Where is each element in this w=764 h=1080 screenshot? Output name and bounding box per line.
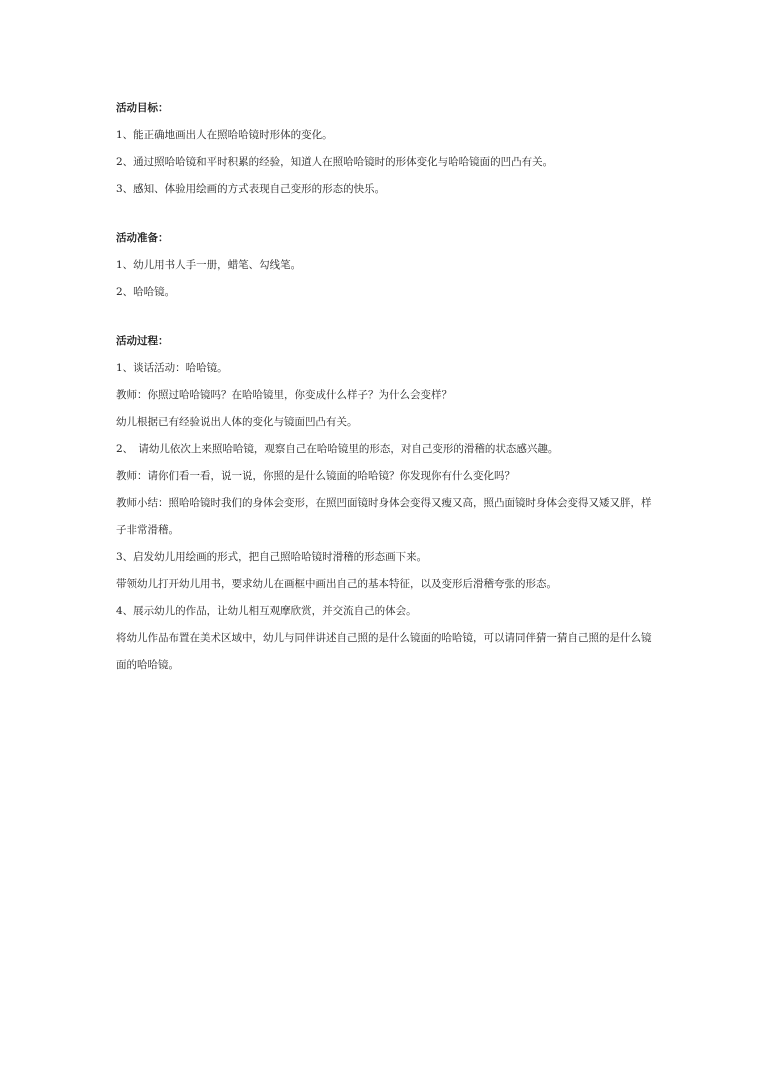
paragraph: 将幼儿作品布置在美术区域中，幼儿与同伴讲述自己照的是什么镜面的哈哈镜，可以请同伴猜一猜自己照的是什么镜面的哈哈镜。 bbox=[116, 632, 652, 671]
paragraph: 教师小结：照哈哈镜时我们的身体会变形，在照凹面镜时身体会变得又瘦又高，照凸面镜时身体会变得又矮又胖，样子非常滑稽。 bbox=[116, 497, 652, 536]
paragraph: 1、能正确地画出人在照哈哈镜时形体的变化。 bbox=[116, 129, 333, 141]
paragraph: 2、哈哈镜。 bbox=[116, 286, 176, 298]
paragraph: 3、感知、体验用绘画的方式表现自己变形的形态的快乐。 bbox=[116, 183, 386, 195]
section-activity-preparation bbox=[116, 225, 656, 306]
paragraph: 1、谈话活动：哈哈镜。 bbox=[116, 362, 228, 374]
document-page bbox=[116, 95, 656, 701]
paragraph: 幼儿根据已有经验说出人体的变化与镜面凹凸有关。 bbox=[116, 416, 358, 428]
section-activity-goals bbox=[116, 95, 656, 203]
paragraph: 2、 请幼儿依次上来照哈哈镜，观察自己在哈哈镜里的形态，对自己变形的滑稽的状态感兴趣。 bbox=[116, 443, 559, 455]
section-heading: 活动准备： bbox=[116, 232, 169, 244]
paragraph: 1、幼儿用书人手一册，蜡笔、勾线笔。 bbox=[116, 259, 302, 271]
paragraph: 带领幼儿打开幼儿用书，要求幼儿在画框中画出自己的基本特征，以及变形后滑稽夸张的形态。 bbox=[116, 578, 557, 590]
paragraph: 4、展示幼儿的作品，让幼儿相互观摩欣赏，并交流自己的体会。 bbox=[116, 605, 417, 617]
section-heading: 活动过程： bbox=[116, 335, 169, 347]
paragraph: 教师：你照过哈哈镜吗？在哈哈镜里，你变成什么样子？为什么会变样？ bbox=[116, 389, 452, 401]
section-activity-process bbox=[116, 328, 656, 679]
paragraph: 教师：请你们看一看，说一说，你照的是什么镜面的哈哈镜？你发现你有什么变化吗？ bbox=[116, 470, 515, 482]
section-heading: 活动目标： bbox=[116, 102, 169, 114]
paragraph: 2、通过照哈哈镜和平时积累的经验，知道人在照哈哈镜时的形体变化与哈哈镜面的凹凸有关。 bbox=[116, 156, 554, 168]
paragraph: 3、启发幼儿用绘画的形式，把自己照哈哈镜时滑稽的形态画下来。 bbox=[116, 551, 428, 563]
